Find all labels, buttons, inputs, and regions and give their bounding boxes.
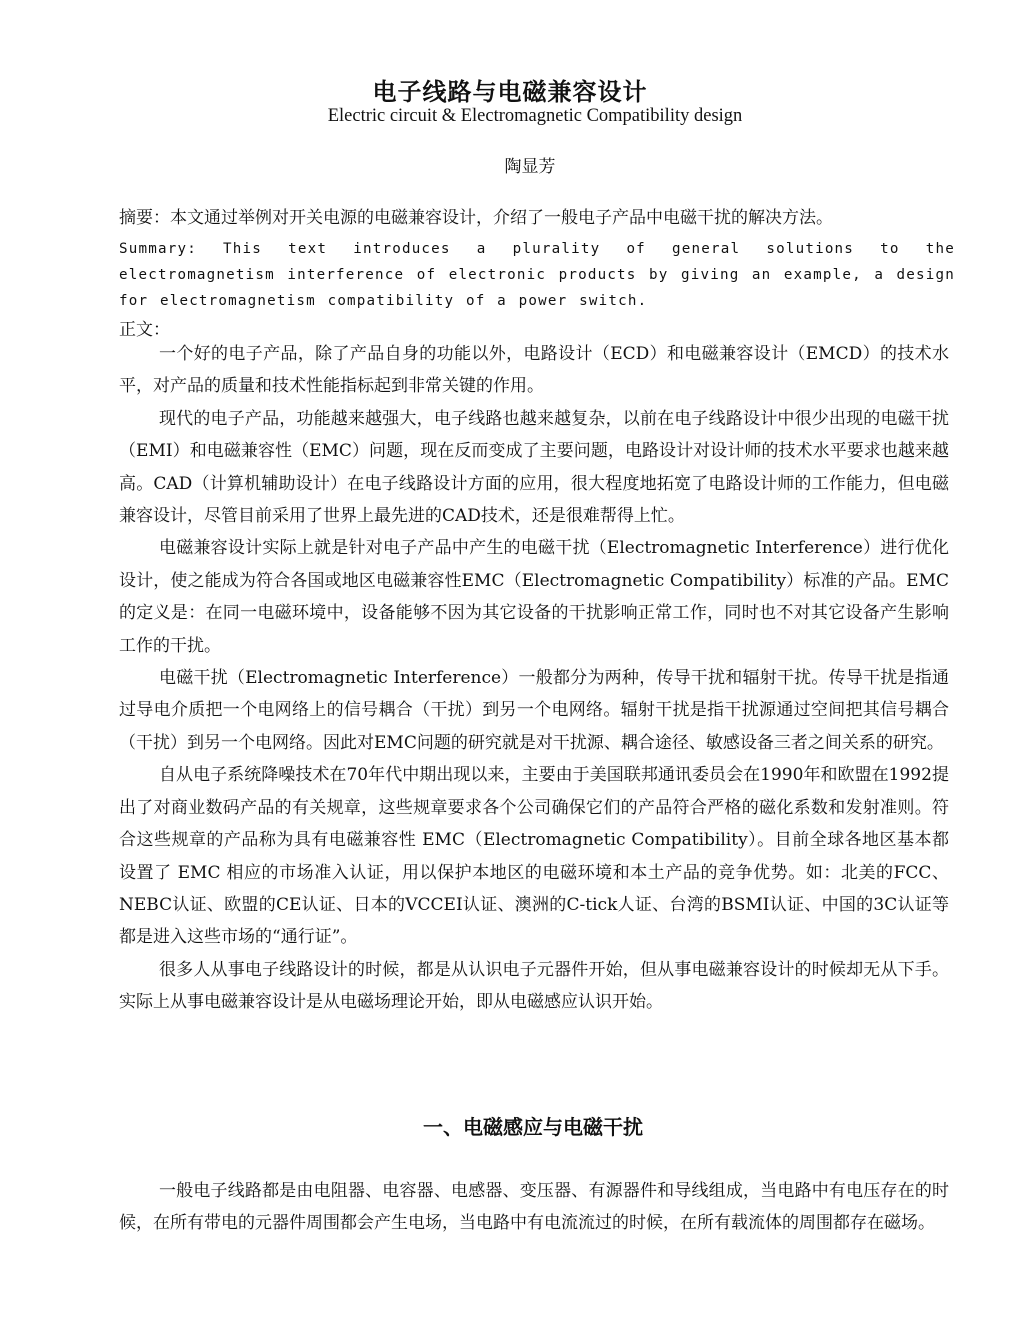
body-text: [119, 338, 949, 1019]
body-paragraph: 一个好的电子产品，除了产品自身的功能以外，电路设计（ECD）和电磁兼容设计（EMCD）的技术水平，对产品的质量和技术性能指标起到非常关键的作用。: [119, 344, 949, 397]
author-name: 陶显芳: [504, 157, 556, 177]
document-title: 电子线路与电磁兼容设计: [372, 78, 648, 106]
body-paragraph: 现代的电子产品，功能越来越强大，电子线路也越来越复杂，以前在电子线路设计中很少出现的电磁干扰（EMI）和电磁兼容性（EMC）问题，现在反而变成了主要问题，电路设计对设计师的技术水平要求也越来越高。CAD（计算机辅助设计）在电子线路设计方面的应用，很大程度地拓宽了电路设计师的工作能力，但电磁兼容设计，尽管目前采用了世界上最先进的CAD技术，还是很难帮得上忙。: [119, 408, 949, 527]
body-paragraph: 电磁兼容设计实际上就是针对电子产品中产生的电磁干扰（Electromagnetic Interference）进行优化设计，使之能成为符合各国或地区电磁兼容性EMC（Electromagnetic Compatibility）标准的产品。EMC 的定义是：在同一电磁环境中，设备能够不因为其它设备的干扰影响正常工作，同时也不对其它设备产生影响工作的干扰。: [119, 538, 949, 656]
abstract-text: 摘要：本文通过举例对开关电源的电磁兼容设计，介绍了一般电子产品中电磁干扰的解决方法。: [119, 208, 833, 228]
section-body-text: [119, 1175, 949, 1240]
body-label: 正文：: [119, 320, 170, 340]
document-title-english: Electric circuit & Electromagnetic Compatibility design: [327, 106, 743, 126]
section-paragraph: 一般电子线路都是由电阻器、电容器、电感器、变压器、有源器件和导线组成，当电路中有电压存在的时候，在所有带电的元器件周围都会产生电场，当电路中有电流流过的时候，在所有载流体的周围都存在磁场。: [119, 1181, 949, 1234]
body-paragraph: 自从电子系统降噪技术在70年代中期出现以来，主要由于美国联邦通讯委员会在1990年和欧盟在1992提出了对商业数码产品的有关规章，这些规章要求各个公司确保它们的产品符合严格的磁化系数和发射准则。符合这些规章的产品称为具有电磁兼容性 EMC（Electromagnetic Compatibility）。目前全球各地区基本都设置了 EMC 相应的市场准入认证，用以保护本地区的电磁环境和本土产品的竞争优势。如：北美的FCC、NEBC认证、欧盟的CE认证、日本的VCCEI认证、澳洲的C-tick人证、台湾的BSMI认证、中国的3C认证等都是进入这些市场的“通行证”。: [119, 765, 949, 948]
body-paragraph: 电磁干扰（Electromagnetic Interference）一般都分为两种，传导干扰和辐射干扰。传导干扰是指通过导电介质把一个电网络上的信号耦合（干扰）到另一个电网络。辐射干扰是指干扰源通过空间把其信号耦合（干扰）到另一个电网络。因此对EMC问题的研究就是对干扰源、耦合途径、敏感设备三者之间关系的研究。: [119, 668, 949, 753]
summary-text: Summary: This text introduces a plurality of general solutions to the electromagnetism interference of electronic products by giving an example, a design for electromagnetism compatibility of a power switch.: [119, 241, 955, 309]
section-heading: 一、电磁感应与电磁干扰: [423, 1115, 643, 1139]
body-paragraph: 很多人从事电子线路设计的时候，都是从认识电子元器件开始，但从事电磁兼容设计的时候却无从下手。实际上从事电磁兼容设计是从电磁场理论开始，即从电磁感应认识开始。: [119, 959, 949, 1013]
